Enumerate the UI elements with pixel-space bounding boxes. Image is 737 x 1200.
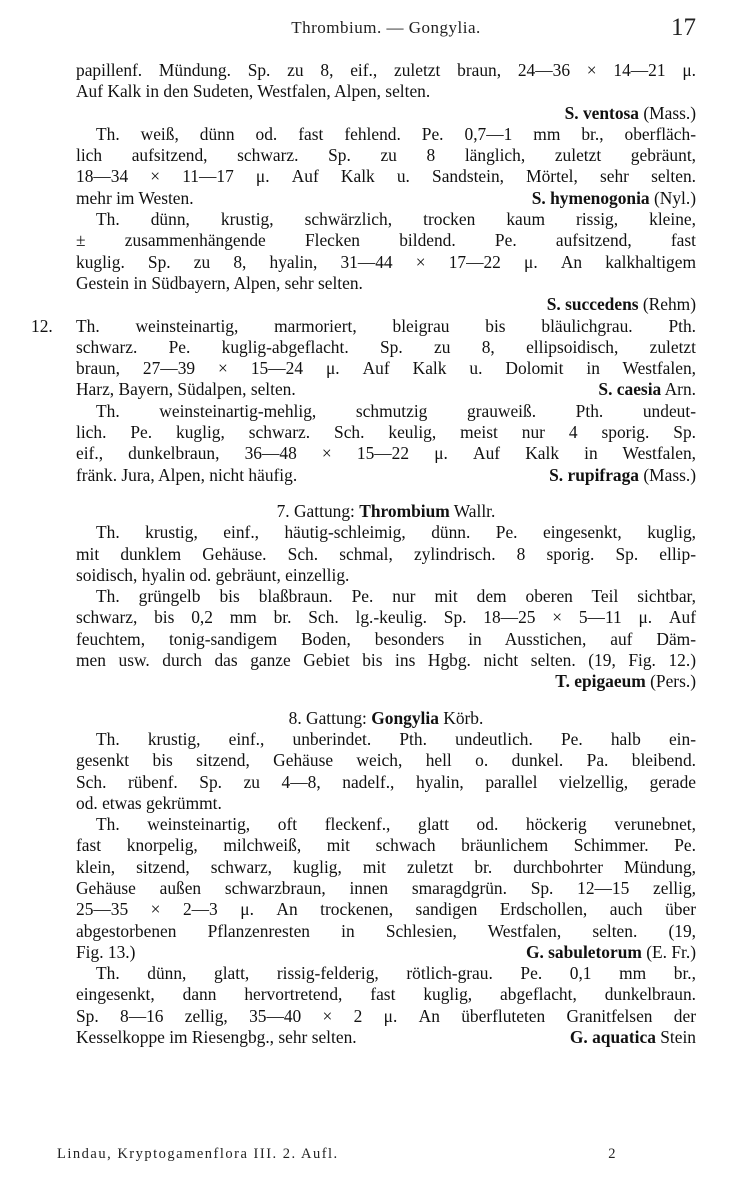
text-line	[76, 443, 696, 464]
line-text: Fig. 13.)	[76, 941, 136, 962]
taxon-authority: (Mass.)	[639, 102, 696, 123]
line-text: eingesenkt, dann hervortretend, fast kuglig, abgeflacht, dunkelbraun.	[76, 984, 696, 1005]
line-text: kuglig. Sp. zu 8, hyalin, 31—44 × 17—22 μ. An kalkhaltigem	[76, 251, 696, 272]
text-line	[76, 1027, 696, 1048]
text-line	[76, 252, 696, 273]
line-text: mit dunklem Gehäuse. Sch. schmal, zylindrisch. 8 sporig. Sp. ellip-	[76, 543, 696, 564]
text-line	[76, 124, 696, 145]
text-line	[76, 565, 696, 586]
text-line	[76, 379, 696, 400]
figure-reference-number: 12.	[31, 315, 53, 336]
text-line	[76, 793, 696, 814]
footer	[57, 1146, 617, 1168]
line-text: od. etwas gekrümmt.	[76, 792, 222, 813]
line-text: soidisch, hyalin od. gebräunt, einzellig.	[76, 564, 350, 585]
species-name	[570, 1027, 696, 1048]
line-text: braun, 27—39 × 15—24 μ. Auf Kalk u. Dolomit in Westfalen,	[76, 358, 696, 379]
section-gap	[76, 693, 696, 708]
text-line	[76, 209, 696, 230]
text-line	[76, 629, 696, 650]
text-line	[76, 750, 696, 771]
running-title: Thrombium. — Gongylia.	[291, 18, 481, 37]
line-text: Th. weinsteinartig, oft fleckenf., glatt od. höckerig verunebnet,	[96, 814, 696, 835]
species-authority: (Nyl.)	[649, 187, 696, 208]
line-text: 25—35 × 2—3 μ. An trockenen, sandigen Erdschollen, auch über	[76, 899, 696, 920]
text-line	[76, 963, 696, 984]
text-line	[76, 586, 696, 607]
line-text: Th. dünn, glatt, rissig-felderig, rötlich-grau. Pe. 0,1 mm br.,	[96, 963, 696, 984]
text-line	[76, 166, 696, 187]
text-line	[76, 899, 696, 920]
species-name-bold: G. aquatica	[569, 1027, 656, 1048]
line-text: 18—34 × 11—17 μ. Auf Kalk u. Sandstein, Mörtel, sehr selten.	[76, 166, 696, 187]
line-text: Sp. 8—16 zellig, 35—40 × 2 μ. An überfluteten Granitfelsen der	[76, 1005, 696, 1026]
text-line	[76, 230, 696, 251]
line-text: lich. Pe. kuglig, schwarz. Sch. keulig, meist nur 4 sporig. Sp.	[76, 422, 696, 443]
line-text: gesenkt bis sitzend, Gehäuse weich, hell o. dunkel. Pa. bleibend.	[76, 750, 696, 771]
species-name-line	[76, 671, 696, 692]
signature-mark: 2	[608, 1146, 617, 1162]
line-text: Gehäuse außen schwarzbraun, innen smaragdgrün. Sp. 12—15 zellig,	[76, 877, 696, 898]
line-text: papillenf. Mündung. Sp. zu 8, eif., zuletzt braun, 24—36 × 14—21 μ.	[76, 60, 696, 80]
text-body	[31, 60, 696, 1048]
species-name-bold: S. hymenogonia	[531, 187, 650, 208]
line-text: 7. Gattung:	[276, 500, 360, 521]
text-line	[31, 316, 696, 337]
taxon-name-bold: Thrombium	[359, 500, 450, 521]
taxon-authority: (Rehm)	[638, 294, 696, 315]
text-line	[76, 921, 696, 942]
species-name-bold: G. sabuletorum	[525, 941, 642, 962]
text-line	[76, 81, 696, 102]
text-line	[76, 273, 696, 294]
line-text: men usw. durch das ganze Gebiet bis ins Hgbg. nicht selten. (19, Fig. 12.)	[76, 650, 696, 671]
species-name-line	[76, 103, 696, 124]
taxon-name-bold: Gongylia	[371, 707, 439, 728]
text-line	[76, 814, 696, 835]
taxon-authority: Körb.	[438, 707, 484, 728]
text-line	[76, 401, 696, 422]
line-text: Sch. rübenf. Sp. zu 4—8, nadelf., hyalin, parallel vielzellig, gerade	[76, 771, 696, 792]
species-name-line	[76, 294, 696, 315]
line-text: schwarz. Pe. kuglig-abgeflacht. Sp. zu 8, ellipsoidisch, zuletzt	[76, 336, 696, 357]
species-authority: Arn.	[661, 379, 696, 400]
line-text: Gestein in Südbayern, Alpen, sehr selten.	[76, 272, 363, 293]
line-text: fast knorpelig, milchweiß, mit schwach bräunlichem Schimmer. Pe.	[76, 835, 696, 856]
line-text: 8. Gattung:	[288, 707, 372, 728]
species-authority: Stein	[655, 1027, 696, 1048]
taxon-name-bold: T. epigaeum	[555, 671, 646, 692]
line-text: Th. grüngelb bis blaßbraun. Pe. nur mit dem oberen Teil sichtbar,	[96, 586, 696, 607]
section-gap	[76, 486, 696, 501]
line-text: Th. weinsteinartig-mehlig, schmutzig grauweiß. Pth. undeut-	[96, 400, 696, 421]
text-line	[76, 984, 696, 1005]
line-text: feuchtem, tonig-sandigem Boden, besonders in Ausstichen, auf Däm-	[76, 628, 696, 649]
text-line	[76, 729, 696, 750]
text-line	[76, 544, 696, 565]
footer-imprint: Lindau, Kryptogamenflora III. 2. Aufl.	[57, 1146, 339, 1162]
taxon-authority: Wallr.	[449, 500, 496, 521]
line-text: Harz, Bayern, Südalpen, selten.	[76, 379, 296, 400]
text-line	[76, 708, 696, 729]
line-text: Kesselkoppe im Riesengbg., sehr selten.	[76, 1027, 357, 1048]
text-line	[76, 358, 696, 379]
text-line	[76, 772, 696, 793]
text-line	[76, 337, 696, 358]
line-text: ± zusammenhängende Flecken bildend. Pe. aufsitzend, fast	[76, 230, 696, 251]
text-line	[76, 522, 696, 543]
text-line	[76, 188, 696, 209]
text-line	[76, 942, 696, 963]
line-text: Th. krustig, einf., häutig-schleimig, dünn. Pe. eingesenkt, kuglig,	[96, 522, 696, 543]
text-line	[76, 1006, 696, 1027]
text-line	[76, 465, 696, 486]
line-text: eif., dunkelbraun, 36—48 × 15—22 μ. Auf Kalk in Westfalen,	[76, 443, 696, 464]
species-name	[549, 465, 696, 486]
text-line	[76, 835, 696, 856]
page-number: 17	[671, 14, 696, 41]
taxon-name-bold: S. succedens	[546, 294, 639, 315]
line-text: abgestorbenen Pflanzenresten in Schlesien, Westfalen, selten. (19,	[76, 920, 696, 941]
text-line	[76, 607, 696, 628]
species-name	[598, 379, 696, 400]
line-text: Th. weiß, dünn od. fast fehlend. Pe. 0,7—1 mm br., oberfläch-	[96, 123, 696, 144]
species-name-bold: S. rupifraga	[549, 464, 639, 485]
line-text: lich aufsitzend, schwarz. Sp. zu 8 länglich, zuletzt gebräunt,	[76, 145, 696, 166]
species-name-bold: S. caesia	[598, 379, 662, 400]
line-text: klein, sitzend, schwarz, kuglig, mit zuletzt br. durchbohrter Mündung,	[76, 856, 696, 877]
taxon-authority: (Pers.)	[645, 671, 696, 692]
text-line	[76, 878, 696, 899]
species-name	[532, 188, 696, 209]
line-text: fränk. Jura, Alpen, nicht häufig.	[76, 464, 298, 485]
text-line	[76, 857, 696, 878]
line-text: Th. dünn, krustig, schwärzlich, trocken kaum rissig, kleine,	[96, 209, 696, 230]
line-text: schwarz, bis 0,2 mm br. Sch. lg.-keulig. Sp. 18—25 × 5—11 μ. Auf	[76, 607, 696, 628]
taxon-name-bold: S. ventosa	[564, 102, 639, 123]
line-text: Th. krustig, einf., unberindet. Pth. undeutlich. Pe. halb ein-	[96, 728, 696, 749]
species-authority: (Mass.)	[639, 464, 696, 485]
text-line	[76, 145, 696, 166]
text-line	[76, 501, 696, 522]
text-line	[76, 650, 696, 671]
species-name	[526, 942, 696, 963]
line-text: mehr im Westen.	[76, 187, 194, 208]
text-line	[76, 60, 696, 81]
line-text: Auf Kalk in den Sudeten, Westfalen, Alpen, selten.	[76, 81, 431, 102]
species-authority: (E. Fr.)	[641, 941, 696, 962]
text-line	[76, 422, 696, 443]
running-header	[76, 8, 696, 48]
line-text: Th. weinsteinartig, marmoriert, bleigrau bis bläulichgrau. Pth.	[76, 315, 696, 336]
